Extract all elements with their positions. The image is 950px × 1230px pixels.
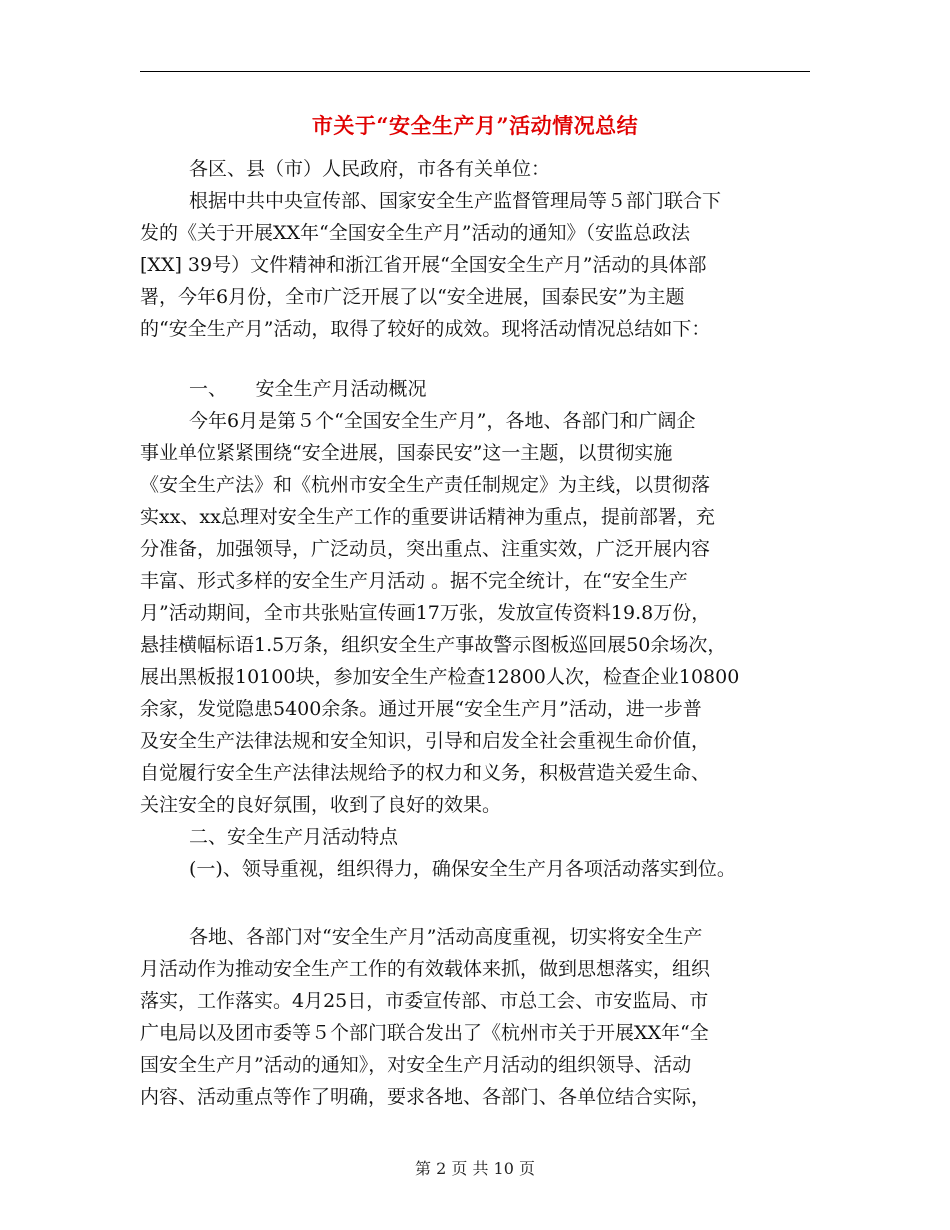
paragraph-line: 及安全生产法律法规和安全知识，引导和启发全社会重视生命价值， [140, 730, 711, 752]
paragraph-line: 丰富、形式多样的安全生产月活动 。据不完全统计，在“安全生产 [140, 570, 688, 592]
paragraph-line: 余家，发觉隐患5400余条。通过开展“安全生产月”活动，进一步普 [140, 698, 702, 720]
paragraph-line: 国安全生产月”活动的通知》，对安全生产月活动的组织领导、活动 [140, 1054, 692, 1076]
paragraph-line: 今年6月是第５个“全国安全生产月”，各地、各部门和广阔企 [189, 410, 696, 432]
section-heading: 一、 安全生产月活动概况 [189, 378, 427, 400]
paragraph-line: 的“安全生产月”活动，取得了较好的成效。现将活动情况总结如下： [140, 318, 711, 340]
paragraph-line: 关注安全的良好氛围，收到了良好的效果。 [140, 794, 502, 816]
paragraph-line: 内容、活动重点等作了明确，要求各地、各部门、各单位结合实际， [140, 1086, 711, 1108]
paragraph-line: 广电局以及团市委等５个部门联合发出了《杭州市关于开展XX年“全 [140, 1022, 709, 1044]
paragraph-line: 事业单位紧紧围绕“安全进展，国泰民安”这一主题，以贯彻实施 [140, 442, 673, 464]
paragraph-line: 各地、各部门对“安全生产月”活动高度重视，切实将安全生产 [189, 926, 703, 948]
paragraph-line: 展出黑板报10100块，参加安全生产检查12800人次，检查企业10800 [140, 666, 740, 688]
paragraph-line: 各区、县（市）人民政府，市各有关单位： [189, 158, 551, 180]
paragraph-line: 月”活动期间，全市共张贴宣传画17万张，发放宣传资料19.8万份， [140, 602, 711, 624]
paragraph-line: 悬挂横幅标语1.5万条，组织安全生产事故警示图板巡回展50余场次， [140, 634, 727, 656]
header-rule [140, 71, 810, 72]
paragraph-line: 月活动作为推动安全生产工作的有效载体来抓，做到思想落实，组织 [140, 958, 711, 980]
paragraph-line: 分准备，加强领导，广泛动员，突出重点、注重实效，广泛开展内容 [140, 538, 711, 560]
paragraph-line: 实xx、xx总理对安全生产工作的重要讲话精神为重点，提前部署，充 [140, 506, 715, 528]
page-number: 第 2 页 共 10 页 [415, 1159, 535, 1178]
paragraph-line: 署，今年6月份，全市广泛开展了以“安全进展，国泰民安”为主题 [140, 286, 685, 308]
paragraph-line: 自觉履行安全生产法律法规给予的权力和义务，积极营造关爱生命、 [140, 762, 711, 784]
section-heading: 二、安全生产月活动特点 [189, 826, 399, 848]
paragraph-line: 《安全生产法》和《杭州市安全生产责任制规定》为主线，以贯彻落 [140, 474, 711, 496]
paragraph-line: 根据中共中央宣传部、国家安全生产监督管理局等５部门联合下 [189, 190, 722, 212]
paragraph-line: 发的《关于开展XX年“全国安全生产月”活动的通知》（安监总政法 [140, 222, 690, 244]
paragraph-line: [XX] 39号）文件精神和浙江省开展“全国安全生产月”活动的具体部 [140, 254, 707, 276]
document-title: 市关于“安全生产月”活动情况总结 [311, 113, 639, 138]
subsection-heading: (一)、领导重视，组织得力，确保安全生产月各项活动落实到位。 [189, 858, 736, 880]
paragraph-line: 落实，工作落实。4月25日，市委宣传部、市总工会、市安监局、市 [140, 990, 709, 1012]
